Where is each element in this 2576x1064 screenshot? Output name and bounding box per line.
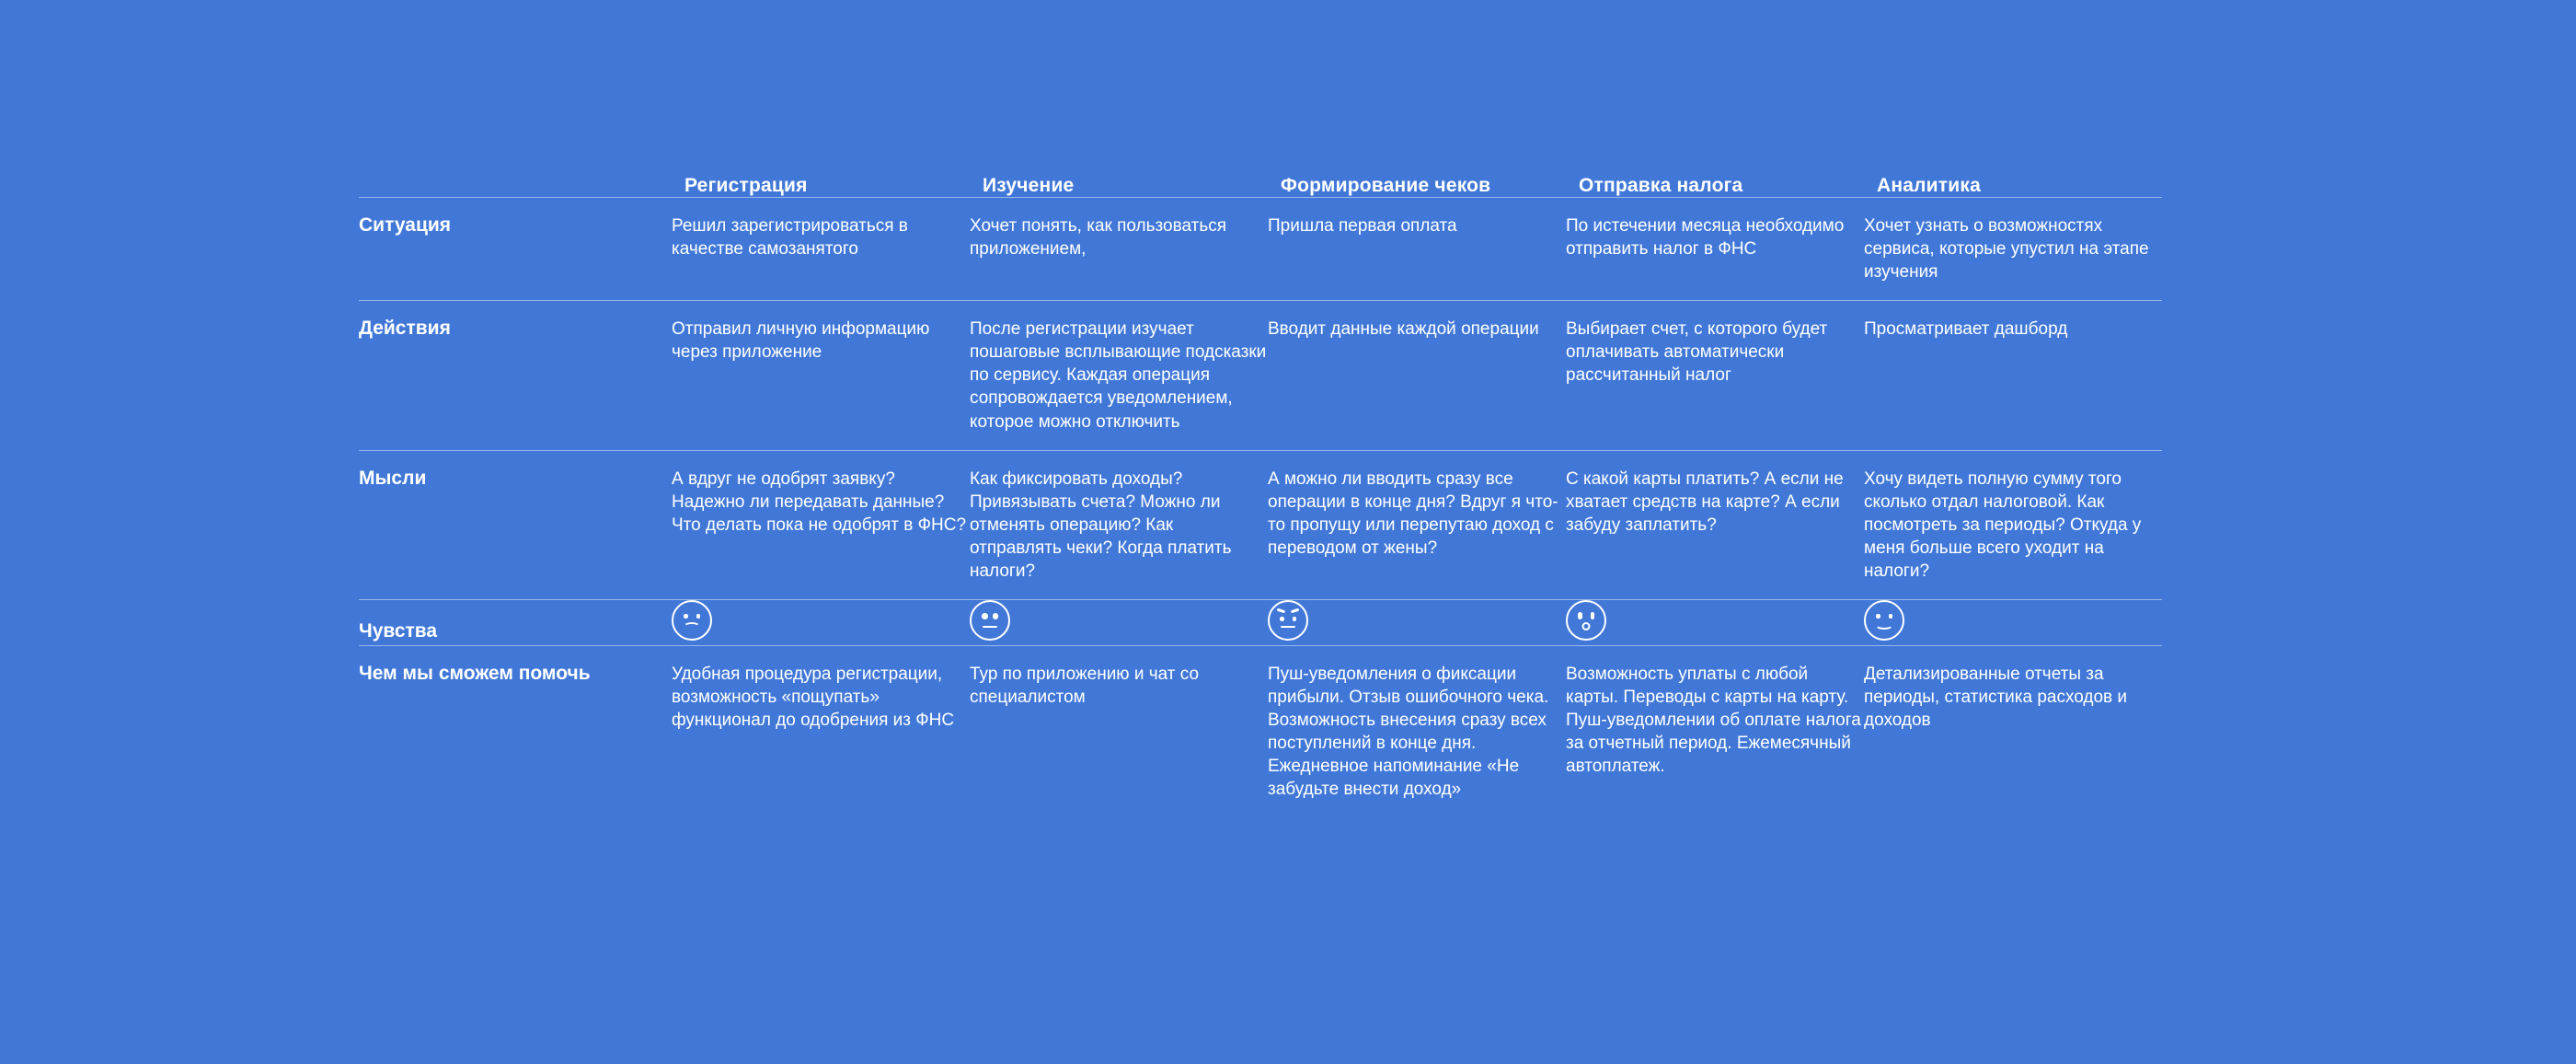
cell-situation-analytics: Хочет узнать о возможностях сервиса, которые упустил на этапе изучения — [1864, 216, 2149, 283]
row-label-thoughts: Мысли — [359, 467, 427, 489]
column-header-study: Изучение — [983, 175, 1075, 196]
column-header-registration: Регистрация — [684, 175, 808, 196]
cell-actions-tax-submission: Выбирает счет, с которого будет оплачивать автоматически рассчитанный налог — [1566, 319, 1828, 386]
cell-thoughts-analytics: Хочу видеть полную сумму того сколько отдал налоговой. Как посмотреть за периоды? Откуда у меня больше всего уходит на налоги? — [1864, 468, 2142, 581]
journey-map-table — [359, 175, 2162, 817]
row-label-actions: Действия — [359, 318, 451, 340]
cell-actions-receipts: Вводит данные каждой операции — [1268, 319, 1539, 340]
column-header-receipts: Формирование чеков — [1281, 175, 1491, 196]
face-anxious-icon — [1566, 600, 1606, 641]
cell-actions-registration: Отправил личную информацию через приложение — [672, 319, 930, 363]
cell-actions-analytics: Просматривает дашборд — [1864, 319, 2068, 340]
face-worried-icon — [672, 600, 712, 641]
cell-situation-study: Хочет понять, как пользоваться приложением, — [970, 216, 1227, 260]
column-header-analytics: Аналитика — [1877, 175, 1981, 196]
header-corner — [359, 175, 672, 197]
cell-thoughts-registration: А вдруг не одобрят заявку? Надежно ли передавать данные? Что делать пока не одобрят в ФНС? — [672, 468, 967, 535]
table-row-actions — [359, 301, 2162, 449]
row-label-feelings: Чувства — [359, 620, 438, 642]
journey-map — [359, 175, 2162, 817]
table-row-thoughts — [359, 451, 2162, 599]
cell-help-receipts: Пуш-уведомления о фиксации прибыли. Отзыв ошибочного чека. Возможность внесения сразу всех поступлений в конце дня. Ежедневное напоминание «Не забудьте внести доход» — [1268, 665, 1549, 800]
table-row-feelings — [359, 600, 2162, 645]
cell-situation-tax-submission: По истечении месяца необходимо отправить налог в ФНС — [1566, 216, 1845, 260]
table-row-how-we-help — [359, 646, 2162, 817]
cell-help-analytics: Детализированные отчеты за периоды, статистика расходов и доходов — [1864, 665, 2128, 731]
cell-thoughts-tax-submission: С какой карты платить? А если не хватает средств на карте? А если забуду заплатить? — [1566, 468, 1844, 535]
face-happy-icon — [1864, 600, 1904, 641]
cell-situation-registration: Решил зарегистрироваться в качестве самозанятого — [672, 216, 908, 260]
cell-thoughts-receipts: А можно ли вводить сразу все операции в конце дня? Вдруг я что-то пропущу или перепутаю доход с переводом от жены? — [1268, 468, 1558, 558]
feeling-receipts — [1268, 600, 1566, 645]
row-label-situation: Ситуация — [359, 214, 452, 236]
cell-thoughts-study: Как фиксировать доходы? Привязывать счета? Можно ли отменять операцию? Как отправлять чеки? Когда платить налоги? — [970, 468, 1232, 581]
feeling-registration — [672, 600, 970, 645]
cell-situation-receipts: Пришла первая оплата — [1268, 216, 1457, 236]
cell-help-registration: Удобная процедура регистрации, возможность «пощупать» функционал до одобрения из ФНС — [672, 665, 955, 731]
table-row-situation — [359, 198, 2162, 300]
feeling-study — [970, 600, 1268, 645]
face-surprised-icon — [1268, 600, 1308, 641]
feeling-tax-submission — [1566, 600, 1864, 645]
feeling-analytics — [1864, 600, 2162, 645]
cell-help-study: Тур по приложению и чат со специалистом — [970, 665, 1200, 708]
row-label-how-we-help: Чем мы сможем помочь — [359, 663, 591, 685]
face-neutral-icon — [970, 600, 1010, 641]
table-header-row — [359, 175, 2162, 197]
cell-actions-study: После регистрации изучает пошаговые всплывающие подсказки по сервису. Каждая операция сопровождается уведомлением, которое можно отключить — [970, 319, 1267, 432]
cell-help-tax-submission: Возможность уплаты с любой карты. Переводы с карты на карту. Пуш-уведомлении об оплате налога за отчетный период. Ежемесячный автоплатеж. — [1566, 665, 1861, 777]
column-header-tax-submission: Отправка налога — [1579, 175, 1743, 196]
